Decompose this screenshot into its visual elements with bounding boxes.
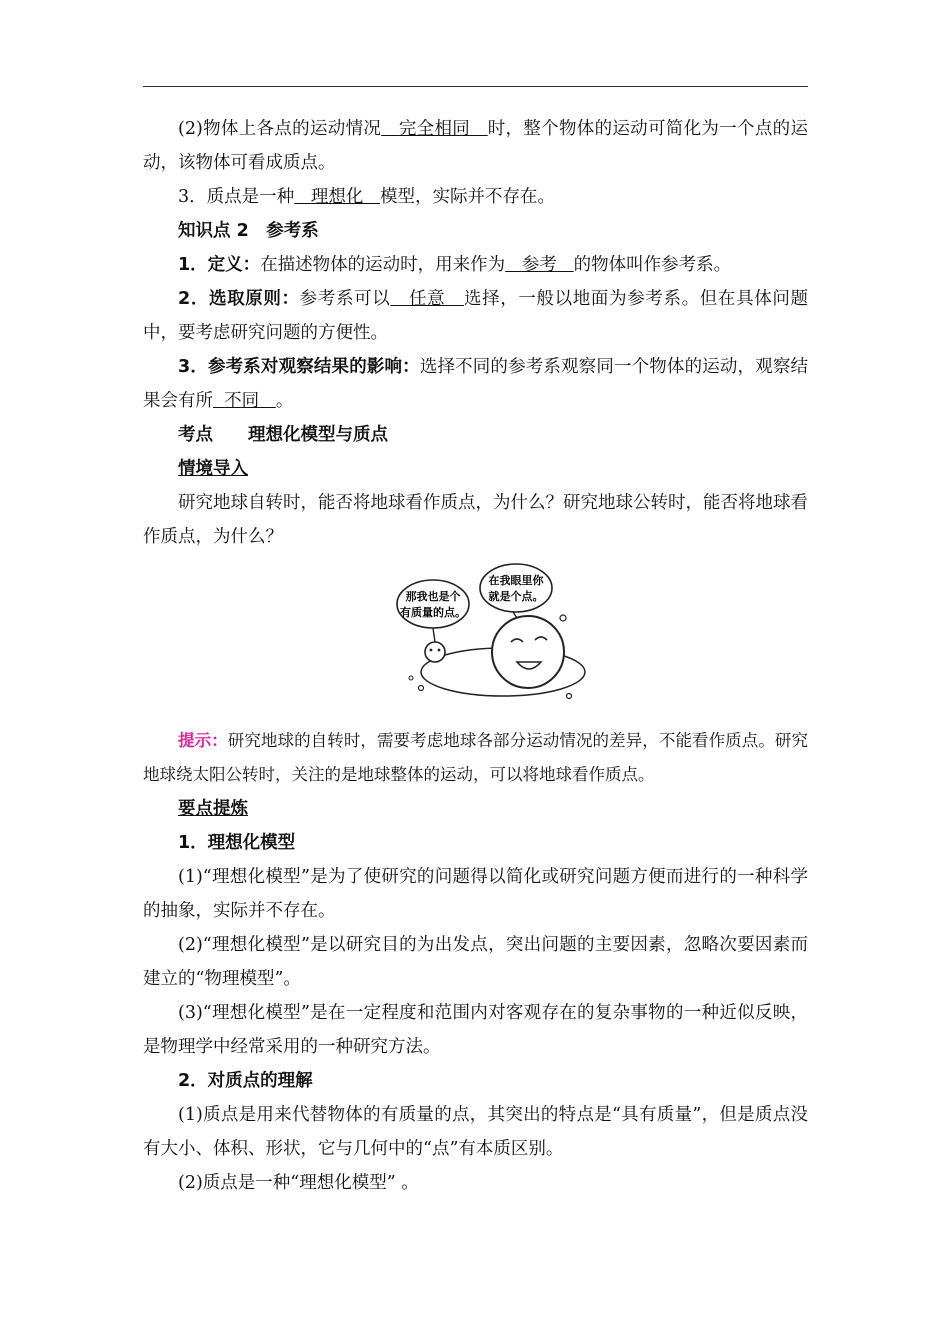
situation-text: 研究地球自转时，能否将地球看作质点，为什么？研究地球公转时，能否将地球看作质点，为什么？ (143, 493, 808, 547)
answer-blank: 完全相同 (398, 119, 471, 139)
blank-pad (363, 187, 380, 207)
text: 选择，一般以地面为参考系。但在具体问题中，要考虑研究问题的方便性。 (143, 289, 808, 343)
document-body (143, 112, 808, 1200)
paragraph-choose (143, 282, 808, 350)
big-bubble-line2: 就是个点。 (488, 590, 544, 603)
point-title: 2．对质点的理解 (178, 1071, 313, 1091)
small-bubble-line1: 那我也是个 (405, 590, 461, 603)
blank-pad (505, 255, 522, 275)
star-icon (560, 615, 566, 621)
text: 时，整个物体的运动可简化为一个点的运动，该物体可看成质点。 (143, 119, 808, 173)
big-speech-bubble-icon (480, 564, 552, 612)
model-point-3: (3)“理想化模型”是在一定程度和范围内对客观存在的复杂事物的一种近似反映，是物理学中经常采用的一种研究方法。 (143, 1003, 808, 1057)
text: 参考系可以 (299, 289, 391, 309)
blank-pad (557, 255, 574, 275)
small-earth-icon (425, 642, 445, 662)
text: 的物体叫作参考系。 (573, 255, 732, 275)
model-point-1: (1)“理想化模型”是为了使研究的问题得以简化或研究问题方便而进行的一种科学的抽象，实际并不存在。 (143, 867, 808, 921)
blank-pad (213, 391, 224, 411)
blank-pad (259, 391, 276, 411)
text: (2)物体上各点的运动情况 (178, 119, 382, 139)
text: 情境导入 (178, 459, 248, 479)
bubble-tail-icon (433, 628, 435, 642)
blank-pad (390, 289, 409, 309)
small-bubble-line2: 有质量的点。 (400, 606, 466, 619)
text: 。 (275, 391, 294, 411)
situation-title (143, 452, 808, 486)
big-bubble-line1: 在我眼里你 (488, 574, 544, 587)
model-point-2: (2)“理想化模型”是以研究目的为出发点，突出问题的主要因素，忽略次要因素而建立的“物理模型”。 (143, 935, 808, 989)
paragraph-item2 (143, 112, 808, 180)
label: 2．选取原则： (178, 289, 300, 309)
key-points-title (143, 792, 808, 826)
blank-pad (445, 289, 464, 309)
star-icon (419, 686, 424, 691)
big-planet-icon (492, 616, 564, 688)
blank-pad (381, 119, 399, 139)
point-2: (2)质点是一种“理想化模型” 。 (178, 1173, 419, 1193)
bubble-tail-icon (513, 612, 517, 618)
star-icon (567, 694, 572, 699)
earth-sun-svg (393, 560, 593, 720)
hint-paragraph (143, 724, 808, 792)
small-earth-eye-icon (438, 649, 441, 652)
paragraph-item3 (143, 180, 808, 214)
blank-pad (470, 119, 488, 139)
point-1: (1)质点是用来代替物体的有质量的点，其突出的特点是“具有质量”，但是质点没有大小、体积、形状，它与几何中的“点”有本质区别。 (143, 1105, 808, 1159)
small-speech-bubble-icon (397, 580, 469, 628)
text: 模型，实际并不存在。 (380, 187, 556, 207)
answer-blank: 任意 (409, 289, 446, 309)
answer-blank: 不同 (224, 391, 260, 411)
text: 要点提炼 (178, 799, 248, 819)
earth-sun-illustration (143, 560, 808, 720)
paragraph-effect (143, 350, 808, 418)
header-rule (143, 86, 808, 87)
label: 1．定义： (178, 255, 261, 275)
hint-label: 提示： (178, 731, 228, 750)
knowledge2-title: 知识点 2 参考系 (178, 221, 319, 241)
answer-blank: 参考 (521, 255, 557, 275)
text: 选择不同的参考系观察同一个物体的运动，观察结果会有所 (143, 357, 808, 411)
answer-blank: 理想化 (310, 187, 364, 207)
star-icon (409, 676, 413, 680)
label: 3．参考系对观察结果的影响： (178, 357, 420, 377)
model-title: 1．理想化模型 (178, 833, 296, 853)
text: 3．质点是一种 (178, 187, 295, 207)
hint-text: 研究地球的自转时，需要考虑地球各部分运动情况的差异，不能看作质点。研究地球绕太阳公转时，关注的是地球整体的运动，可以将地球看作质点。 (143, 731, 809, 784)
text: 在描述物体的运动时，用来作为 (260, 255, 506, 275)
kaodian-title: 考点 理想化模型与质点 (178, 425, 388, 445)
paragraph-definition (143, 248, 808, 282)
blank-pad (294, 187, 311, 207)
small-earth-eye-icon (430, 649, 433, 652)
